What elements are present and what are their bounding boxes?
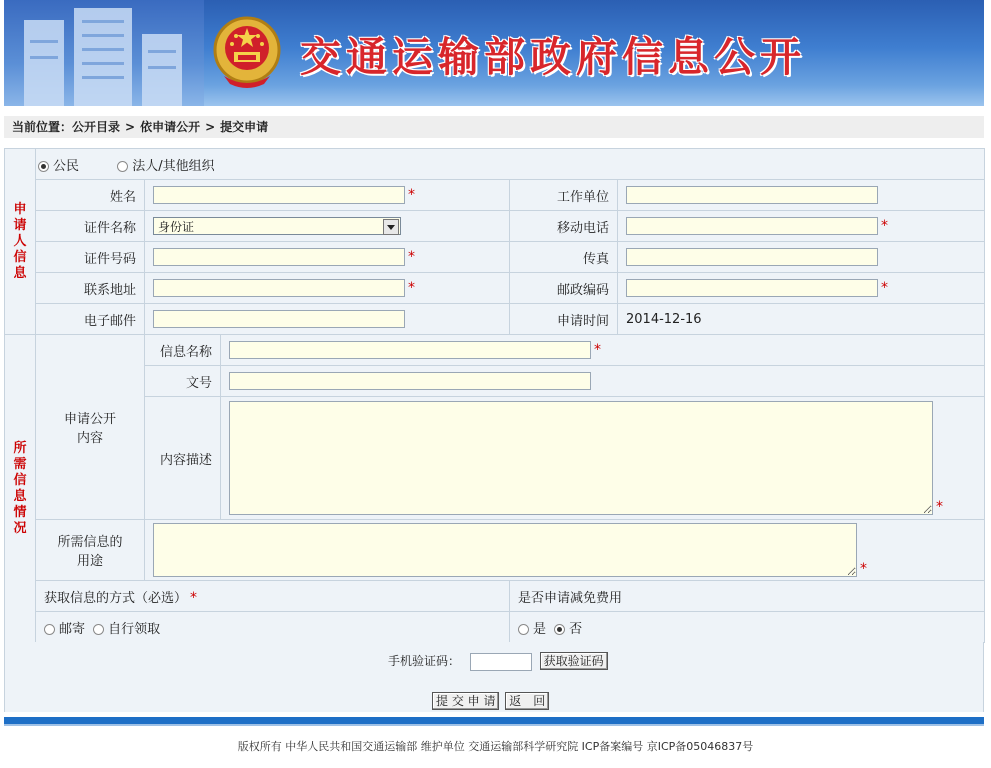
header-banner: [4, 0, 984, 106]
required-mark: *: [936, 499, 943, 515]
verify-area: [4, 642, 984, 712]
postcode-input[interactable]: [626, 279, 878, 297]
mobile-label: 移动电话: [510, 211, 618, 242]
usage-line1: 所需信息的: [57, 535, 123, 550]
name-label: 姓名: [36, 180, 145, 211]
action-row: [432, 692, 549, 710]
radio-self-pickup-label: 自行领取: [108, 621, 161, 637]
breadcrumb-separator: >: [205, 120, 216, 134]
apply-time-value: 2014-12-16: [618, 304, 985, 335]
chevron-down-icon[interactable]: [383, 219, 399, 235]
radio-mail[interactable]: [44, 624, 55, 635]
fax-input[interactable]: [626, 248, 878, 266]
footer-divider-light: [4, 724, 984, 726]
building-image: [4, 0, 204, 106]
radio-fee-no-label: 否: [569, 621, 583, 637]
doc-number-label: 文号: [145, 366, 221, 397]
radio-fee-yes-label: 是: [533, 621, 547, 637]
description-textarea[interactable]: [229, 401, 933, 515]
id-number-input[interactable]: [153, 248, 405, 266]
content-group-line1: 申请公开: [63, 412, 116, 427]
info-name-label: 信息名称: [145, 335, 221, 366]
radio-self-pickup[interactable]: [93, 624, 104, 635]
id-type-select[interactable]: [153, 217, 401, 235]
required-mark: *: [190, 589, 198, 606]
section-applicant-info: 申 请 人 信 息: [5, 149, 36, 335]
name-input[interactable]: [153, 186, 405, 204]
usage-line2: 用途: [76, 554, 103, 569]
employer-input[interactable]: [626, 186, 878, 204]
required-mark: *: [408, 248, 415, 265]
get-code-button[interactable]: 获取验证码: [540, 652, 608, 670]
required-mark: *: [881, 217, 888, 234]
email-input[interactable]: [153, 310, 405, 328]
address-input[interactable]: [153, 279, 405, 297]
applicant-type-row: [36, 149, 985, 180]
doc-number-input[interactable]: [229, 372, 591, 390]
radio-citizen-label: 公民: [53, 158, 80, 174]
required-mark: *: [408, 186, 415, 203]
footer-divider: [4, 717, 984, 724]
breadcrumb: [4, 116, 984, 138]
postcode-label: 邮政编码: [510, 273, 618, 304]
verify-row: [388, 652, 608, 671]
radio-fee-yes[interactable]: [518, 624, 529, 635]
national-emblem-icon: [212, 14, 282, 90]
address-label: 联系地址: [36, 273, 145, 304]
submit-button[interactable]: 提 交 申 请: [432, 692, 499, 710]
required-mark: *: [881, 279, 888, 296]
radio-mail-label: 邮寄: [59, 621, 86, 637]
radio-citizen[interactable]: [38, 161, 49, 172]
usage-textarea[interactable]: [153, 523, 857, 577]
content-group-line2: 内容: [76, 431, 103, 446]
description-label: 内容描述: [145, 397, 221, 520]
radio-organization[interactable]: [117, 161, 128, 172]
fax-label: 传真: [510, 242, 618, 273]
method-label: 获取信息的方式（必选） *: [36, 581, 510, 612]
site-title: 交通运输部政府信息公开: [300, 33, 806, 81]
apply-time-label: 申请时间: [510, 304, 618, 335]
method-options: [36, 612, 510, 643]
required-mark: *: [408, 279, 415, 296]
required-mark: *: [594, 341, 601, 358]
content-group-label: [36, 335, 145, 520]
required-mark: *: [860, 561, 867, 577]
email-label: 电子邮件: [36, 304, 145, 335]
radio-organization-label: 法人/其他组织: [132, 158, 215, 174]
verify-code-input[interactable]: [470, 653, 532, 671]
section-request-info: 所 需 信 息 情 况: [5, 335, 36, 643]
employer-label: 工作单位: [510, 180, 618, 211]
breadcrumb-item-request[interactable]: 依申请公开: [140, 120, 201, 134]
id-type-selected: 身份证: [158, 220, 195, 234]
id-number-label: 证件号码: [36, 242, 145, 273]
application-form: [4, 148, 985, 643]
usage-label: [36, 520, 145, 581]
breadcrumb-lead: 当前位置：: [12, 120, 73, 134]
breadcrumb-item-submit: 提交申请: [220, 120, 269, 134]
mobile-input[interactable]: [626, 217, 878, 235]
footer-copyright: 版权所有 中华人民共和国交通运输部 维护单位 交通运输部科学研究院 ICP备案编号 京ICP备05046837号: [237, 740, 754, 753]
breadcrumb-item-catalog[interactable]: 公开目录: [72, 120, 121, 134]
fee-options: [510, 612, 985, 643]
info-name-input[interactable]: [229, 341, 591, 359]
breadcrumb-separator: >: [125, 120, 136, 134]
verify-code-label: 手机验证码：: [388, 654, 461, 668]
fee-label: 是否申请减免费用: [510, 581, 985, 612]
id-type-label: 证件名称: [36, 211, 145, 242]
radio-fee-no[interactable]: [554, 624, 565, 635]
back-button[interactable]: 返 回: [505, 692, 549, 710]
